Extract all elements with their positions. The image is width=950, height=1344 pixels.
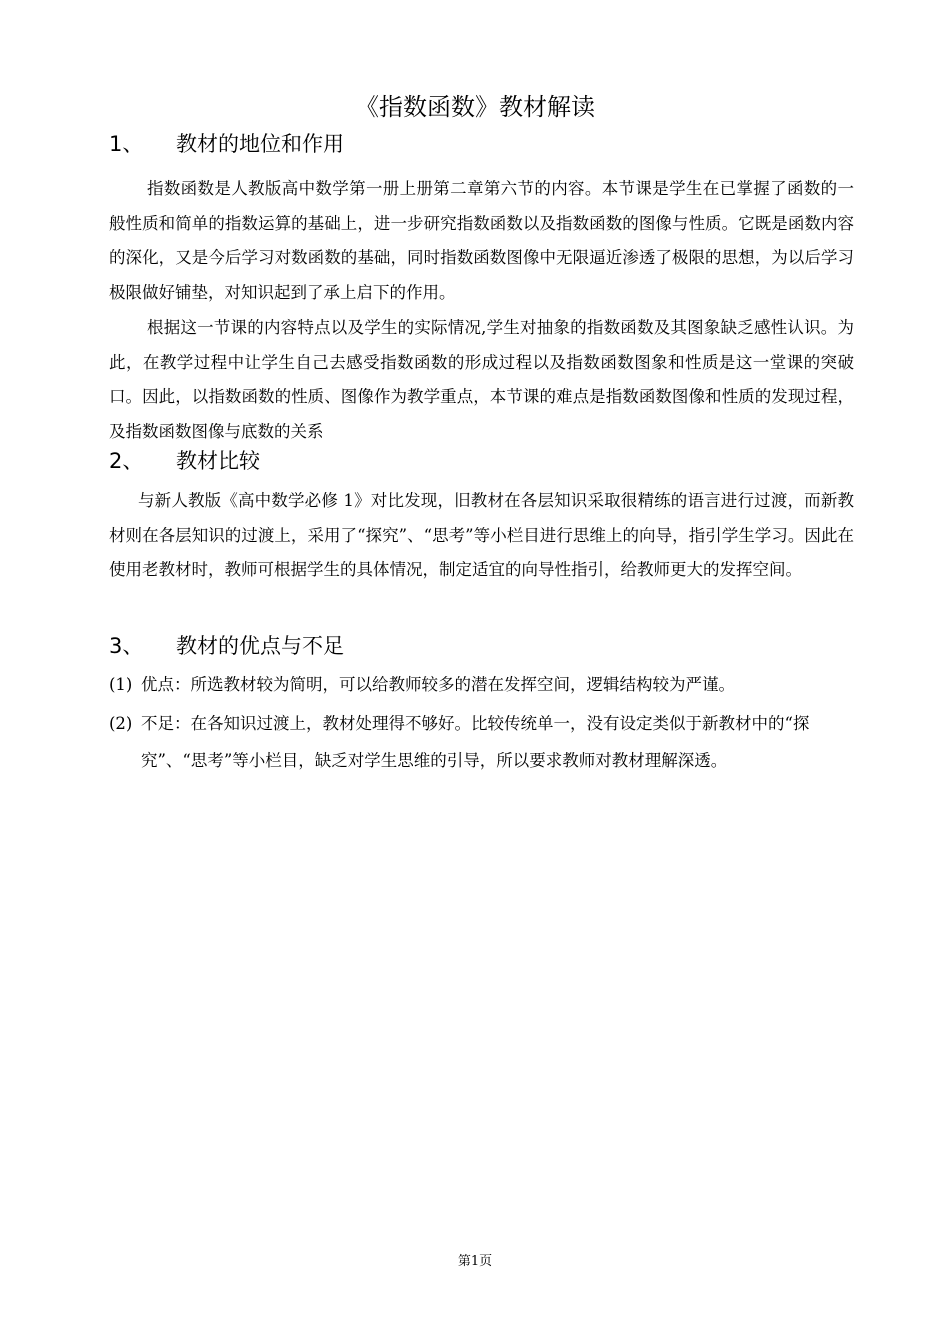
section-3-heading — [109, 630, 344, 662]
section-1-number: 1、 — [109, 132, 144, 156]
section-2-paragraph-1: 与新人教版《高中数学必修 1》对比发现，旧教材在各层知识采取很精练的语言进行过渡，而新教材则在各层知识的过渡上，采用了“探究”、“思考”等小栏目进行思维上的向导，指引学生学习。因此在使用老教材时，教师可根据学生的具体情况，制定适宜的向导性指引，给教师更大的发挥空间。 — [109, 491, 854, 580]
list-item-marker: (1) — [109, 675, 133, 694]
section-1-paragraph-1: 指数函数是人教版高中数学第一册上册第二章第六节的内容。本节课是学生在已掌握了函数的一般性质和简单的指数运算的基础上，进一步研究指数函数以及指数函数的图像与性质。它既是函数内容的深化，又是今后学习对数函数的基础，同时指数函数图像中无限逼近渗透了极限的思想，为以后学习极限做好铺垫，对知识起到了承上启下的作用。 — [109, 179, 854, 302]
list-item-shortcomings — [109, 705, 854, 779]
section-1-heading — [109, 128, 344, 160]
section-3-title: 教材的优点与不足 — [176, 634, 344, 658]
document-title: 《指数函数》教材解读 — [355, 93, 595, 121]
page-number: 第1页 — [457, 1254, 493, 1269]
list-item-text: 不足：在各知识过渡上，教材处理得不够好。比较传统单一，没有设定类似于新教材中的“探究”、“思考”等小栏目，缺乏对学生思维的引导，所以要求教师对教材理解深透。 — [141, 714, 810, 770]
list-item-marker: (2) — [109, 714, 133, 733]
section-1-title: 教材的地位和作用 — [176, 132, 344, 156]
section-3-number: 3、 — [109, 634, 144, 658]
list-item-advantages — [109, 666, 854, 703]
section-2-number: 2、 — [109, 449, 144, 473]
section-2-heading — [109, 445, 260, 477]
section-2-title: 教材比较 — [176, 449, 260, 473]
section-1-paragraph-2: 根据这一节课的内容特点以及学生的实际情况,学生对抽象的指数函数及其图象缺乏感性认识。为此，在教学过程中让学生自己去感受指数函数的形成过程以及指数函数图象和性质是这一堂课的突破口。因此，以指数函数的性质、图像作为教学重点，本节课的难点是指数函数图像和性质的发现过程，及指数函数图像与底数的关系 — [109, 318, 854, 441]
list-item-text: 优点：所选教材较为简明，可以给教师较多的潜在发挥空间，逻辑结构较为严谨。 — [141, 675, 735, 694]
